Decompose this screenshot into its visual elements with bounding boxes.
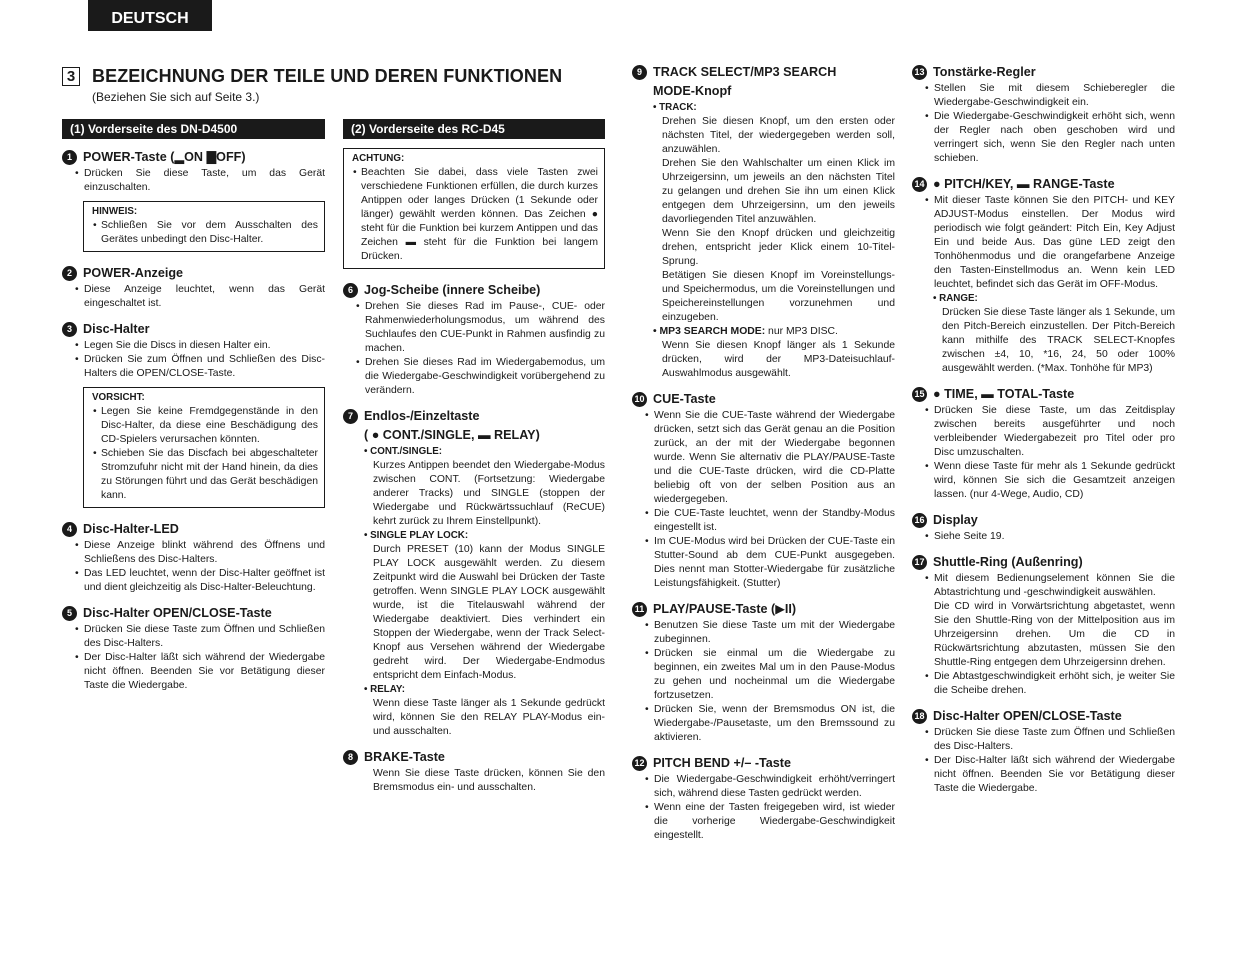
sub-heading-note: nur MP3 DISC. (765, 326, 838, 337)
column-2 (343, 119, 605, 804)
sub-heading: • TRACK: (653, 102, 697, 113)
item-pitch-bend (632, 754, 895, 843)
bullet: • Wenn Sie die CUE-Taste während der Wiedergabe drücken, setzt sich das Gerät genau an die Position zurück, an der mit der Wiedergabe begonnen wurde. Wenn Sie alternativ die PLAY/PAUSE-Taste und die CUE-Taste drücken, wird die CD-Platte beliebig oft von der selben Position aus an wiedergegeben. (654, 409, 895, 507)
item-number: 8 (343, 750, 358, 765)
item-number: 10 (632, 392, 647, 407)
item-title: Shuttle-Ring (Außenring) (933, 555, 1083, 569)
bullet: • Siehe Seite 19. (934, 530, 1175, 544)
sub-text: Wenn diese Taste länger als 1 Sekunde gedrückt wird, können Sie den RELAY PLAY-Modus ein- und ausschalten. (373, 698, 605, 737)
item-disc-holder (62, 320, 325, 508)
item-open-close-button (62, 604, 325, 693)
item-number: 2 (62, 266, 77, 281)
bullet: • Schieben Sie das Discfach bei abgeschalteter Stromzufuhr nicht mit der Hand hinein, da dies zu Störungen führt und das Gerät beschädigen kann. (101, 447, 318, 503)
item-title: Disc-Halter (83, 322, 150, 336)
item-title: Disc-Halter OPEN/CLOSE-Taste (83, 606, 272, 620)
item-open-close-remote (912, 707, 1175, 796)
item-play-pause (632, 600, 895, 745)
item-title: Jog-Scheibe (innere Scheibe) (364, 283, 541, 297)
bullet: • Die Wiedergabe-Geschwindigkeit erhöht/verringert sich, während diese Tasten gedrückt werden. (654, 773, 895, 801)
note-heading: ACHTUNG: (352, 153, 405, 164)
item-pitch-slider (912, 63, 1175, 166)
item-number: 9 (632, 65, 647, 80)
bullet: • Die Abtastgeschwindigkeit erhöht sich, je weiter Sie die Scheibe drehen. (934, 670, 1175, 698)
item-title: CUE-Taste (653, 392, 716, 406)
item-number: 18 (912, 709, 927, 724)
item-cue (632, 390, 895, 591)
item-title: ● PITCH/KEY, ▬ RANGE-Taste (933, 177, 1115, 191)
bullet: • Das LED leuchtet, wenn der Disc-Halter geöffnet ist und dient gleichzeitig als Disc-Halter-Beleuchtung. (84, 567, 325, 595)
sub-heading: • RELAY: (364, 684, 405, 695)
item-disc-holder-led (62, 520, 325, 595)
bullet: • Drehen Sie dieses Rad im Wiedergabemodus, um die Wiedergabe-Geschwindigkeit vorübergehend zu verändern. (365, 356, 605, 398)
item-number: 6 (343, 283, 358, 298)
item-number: 3 (62, 322, 77, 337)
item-number: 16 (912, 513, 927, 528)
bullet: • Schließen Sie vor dem Ausschalten des Gerätes unbedingt den Disc-Halter. (101, 219, 318, 247)
bullet: • Mit diesem Bedienungselement können Sie die Abtastrichtung und -geschwindigkeit auswählen. Die CD wird in Vorwärtsrichtung abgetastet, wenn Sie den Shuttle-Ring von der Mittelposition aus im Uhrzeigersinn drehen. Um die CD in Rückwärtsrichtung abzutasten, müssen Sie den Shuttle-Ring entgegen dem Uhrzeigersinn drehen. (934, 572, 1175, 670)
column-1 (62, 119, 325, 702)
bullet: • Wenn eine der Tasten freigegeben wird, ist wieder die vorherige Wiedergabe-Geschwindigkeit eingestellt. (654, 801, 895, 843)
sub-text: Durch PRESET (10) kann der Modus SINGLE PLAY LOCK ausgewählt werden. Zu diesem Zeitpunkt wird die Auswahl bei Drücken der Taste getroffen. Wenn SINGLE PLAY LOCK ausgewählt wurde, ist die Titelauswahl während der Wiedergabe deaktiviert. Dies verhindert ein Stoppen der Wiedergabe, wenn der Track Select-Knopf aus Versehen während der Wiedergabe gedreht wird. Der Wiedergabe-Endmodus entspricht dem Einfach-Modus. (373, 544, 605, 681)
bullet: • Drücken Sie diese Taste zum Öffnen und Schließen des Disc-Halters. (84, 623, 325, 651)
sub-heading: • RANGE: (933, 293, 978, 304)
column-4 (912, 63, 1175, 805)
bullet: • Stellen Sie mit diesem Schieberegler die Wiedergabe-Geschwindigkeit ein. (934, 82, 1175, 110)
item-jog-wheel (343, 281, 605, 398)
bullet: • Drücken sie einmal um die Wiedergabe zu beginnen, ein zweites Mal um in den Pause-Modus zu gehen und nocheinmal um die Wiedergabe fortzusetzen. (654, 647, 895, 703)
item-title: Display (933, 513, 978, 527)
bullet: • Die CUE-Taste leuchtet, wenn der Standby-Modus eingestellt ist. (654, 507, 895, 535)
bullet: • Drücken Sie, wenn der Bremsmodus ON ist, die Wiedergabe-/Pausetaste, um den Bremssound zu aktivieren. (654, 703, 895, 745)
bullet: • Die Wiedergabe-Geschwindigkeit erhöht sich, wenn der Regler nach oben geschoben wird und verringert sich, wenn Sie den Regler nach unten schieben. (934, 110, 1175, 166)
item-display (912, 511, 1175, 544)
front-panel-bar: (1) Vorderseite des DN-D4500 (62, 119, 325, 139)
item-title: Disc-Halter-LED (83, 522, 179, 536)
sub-heading: • CONT./SINGLE: (364, 446, 442, 457)
bullet: • Im CUE-Modus wird bei Drücken der CUE-Taste ein Stutter-Sound ab dem CUE-Punkt ausgegeben. Dies nennt man Stotter-Wiedergabe für zusätzliche Leistungsfähigkeit. (Stutter) (654, 535, 895, 591)
item-number: 14 (912, 177, 927, 192)
bullet: • Drücken Sie diese Taste zum Öffnen und Schließen des Disc-Halters. (934, 726, 1175, 754)
item-number: 12 (632, 756, 647, 771)
item-number: 13 (912, 65, 927, 80)
sub-heading: • SINGLE PLAY LOCK: (364, 530, 469, 541)
sub-text: Drehen Sie diesen Knopf, um den ersten oder nächsten Titel, der wiedergegeben werden soll, anzuwählen. (662, 116, 895, 155)
item-number: 5 (62, 606, 77, 621)
sub-text: Drehen Sie den Wahlschalter um einen Klick im Uhrzeigersinn, um jeweils an den nächsten Titel zu gelangen und drehen Sie ihn um einen Klick entgegen dem Uhrzeigersinn, um den jeweils davorliegenden Titel anzuwählen. (662, 158, 895, 225)
item-number: 1 (62, 150, 77, 165)
item-brake (343, 748, 605, 795)
bullet: • Drehen Sie dieses Rad im Pause-, CUE- oder Rahmenwiederholungsmodus, um während des Suchlaufes den CUE-Punkt in Rahmen ausfindig zu machen. (365, 300, 605, 356)
item-title: POWER-Anzeige (83, 266, 184, 280)
item-title: TRACK SELECT/MP3 SEARCH MODE-Knopf (653, 65, 837, 98)
item-power-button (62, 148, 325, 252)
item-title: BRAKE-Taste (364, 750, 445, 764)
bullet: • Diese Anzeige blinkt während des Öffnens und Schließens des Disc-Halters. (84, 539, 325, 567)
section-title: BEZEICHNUNG DER TEILE UND DEREN FUNKTIONEN (92, 66, 563, 86)
item-time-total (912, 385, 1175, 502)
bullet: • Drücken Sie diese Taste, um das Gerät einzuschalten. (84, 167, 325, 195)
item-title: ● TIME, ▬ TOTAL-Taste (933, 387, 1075, 401)
bullet: • Der Disc-Halter läßt sich während der Wiedergabe nicht öffnen. Beenden Sie vor Betätigung dieser Taste die Wiedergabe. (934, 754, 1175, 796)
item-cont-single (343, 407, 605, 739)
remote-panel-bar: (2) Vorderseite des RC-D45 (343, 119, 605, 139)
item-title: Endlos-/Einzeltaste ( ● CONT./SINGLE, ▬ RELAY) (364, 409, 540, 442)
section-number: 3 (62, 67, 80, 86)
item-title: POWER-Taste (▂ON ▇OFF) (83, 150, 246, 164)
item-title: PITCH BEND +/– -Taste (653, 756, 791, 770)
bullet: • Wenn diese Taste für mehr als 1 Sekunde gedrückt wird, können Sie sich die Gesamtzeit anzeigen lassen. (nur 4-Wege, Audio, CD) (934, 460, 1175, 502)
item-title: PLAY/PAUSE-Taste (▶II) (653, 602, 797, 616)
section-subtitle: (Beziehen Sie sich auf Seite 3.) (92, 90, 260, 104)
sub-text: Wenn Sie diese Taste drücken, können Sie den Bremsmodus ein- und ausschalten. (373, 768, 605, 793)
item-number: 7 (343, 409, 358, 424)
item-number: 4 (62, 522, 77, 537)
item-track-select (632, 63, 895, 381)
sub-text: Kurzes Antippen beendet den Wiedergabe-Modus zwischen CONT. (Fortsetzung: Wiedergabe anderer Tracks) und SINGLE (stoppen der Wiedergabe und Rückwärtssuchlauf (ReCUE) kehrt zurück zu Ihrem Einstellpunkt). (373, 460, 605, 527)
item-number: 11 (632, 602, 647, 617)
achtung-note (343, 148, 605, 269)
language-tab: DEUTSCH (88, 0, 212, 31)
bullet: • Legen Sie keine Fremdgegenstände in den Disc-Halter, da diese eine Beschädigung des CD-Spielers verursachen könnten. (101, 405, 318, 447)
note-heading: VORSICHT: (92, 392, 145, 403)
note-heading: HINWEIS: (92, 206, 138, 217)
sub-text: Wenn Sie diesen Knopf länger als 1 Sekunde drücken, wird der MP3-Dateisuchlauf-Auswahlmodus ausgewählt. (662, 340, 895, 379)
sub-text: Betätigen Sie diesen Knopf im Voreinstellungs- und Speichermodus, um die Voreinstellungen und Speichereinstellungen vorzunehmen und einzugeben. (662, 270, 895, 323)
bullet: • Mit dieser Taste können Sie den PITCH- und KEY ADJUST-Modus einstellen. Der Modus wird periodisch wie folgt geändert: Pitch Ein, Key Adjust Ein und beide Aus. Das güne LED zeigt den Tonhöhenmodus und die orangefarbene Anzeige den Tasten-Einstellmodus an. Wenn kein LED leuchtet, befindet sich das Gerät im OFF-Modus. (934, 194, 1175, 292)
sub-heading-row (632, 325, 895, 339)
bullet: • Der Disc-Halter läßt sich während der Wiedergabe nicht öffnen. Beenden Sie vor Betätigung dieser Taste die Wiedergabe. (84, 651, 325, 693)
item-pitch-key (912, 175, 1175, 376)
bullet: • Drücken Sie zum Öffnen und Schließen des Disc-Halters die OPEN/CLOSE-Taste. (84, 353, 325, 381)
item-shuttle-ring (912, 553, 1175, 698)
item-power-indicator (62, 264, 325, 311)
sub-text: Drücken Sie diese Taste länger als 1 Sekunde, um den Pitch-Bereich einzustellen. Der Pitch-Bereich kann mithilfe des TRACK SELECT-Knopfes zwischen ±4, 10, *16, 24, 50 oder 100% ausgewählt werden. (*Max. Tonhöhe für MP3) (942, 307, 1175, 374)
bullet: • Legen Sie die Discs in diesen Halter ein. (84, 339, 325, 353)
hinweis-note (83, 201, 325, 252)
item-title: Tonstärke-Regler (933, 65, 1036, 79)
column-3 (632, 63, 895, 852)
item-number: 17 (912, 555, 927, 570)
sub-text: Wenn Sie den Knopf drücken und gleichzeitig drehen, entspricht jeder Klick einem 10-Titel-Sprung. (662, 228, 895, 267)
sub-heading: • MP3 SEARCH MODE: (653, 326, 766, 337)
vorsicht-note (83, 387, 325, 508)
bullet: • Benutzen Sie diese Taste um mit der Wiedergabe zubeginnen. (654, 619, 895, 647)
bullet: • Drücken Sie diese Taste, um das Zeitdisplay zwischen bereits ausgeführter und noch verbleibender Wiedergabezeit pro Titel oder pro Disc umzuschalten. (934, 404, 1175, 460)
item-number: 15 (912, 387, 927, 402)
bullet: • Beachten Sie dabei, dass viele Tasten zwei verschiedene Funktionen erfüllen, die durch kurzes Antippen oder langes Drücken (1 Sekunde oder länger) gewählt werden können. Das Zeichen ● steht für die Funktion bei kurzem Antippen und das Zeichen ▬ steht für die Funktion bei langem Drücken. (361, 166, 598, 264)
item-title: Disc-Halter OPEN/CLOSE-Taste (933, 709, 1122, 723)
bullet: • Diese Anzeige leuchtet, wenn das Gerät eingeschaltet ist. (84, 283, 325, 311)
